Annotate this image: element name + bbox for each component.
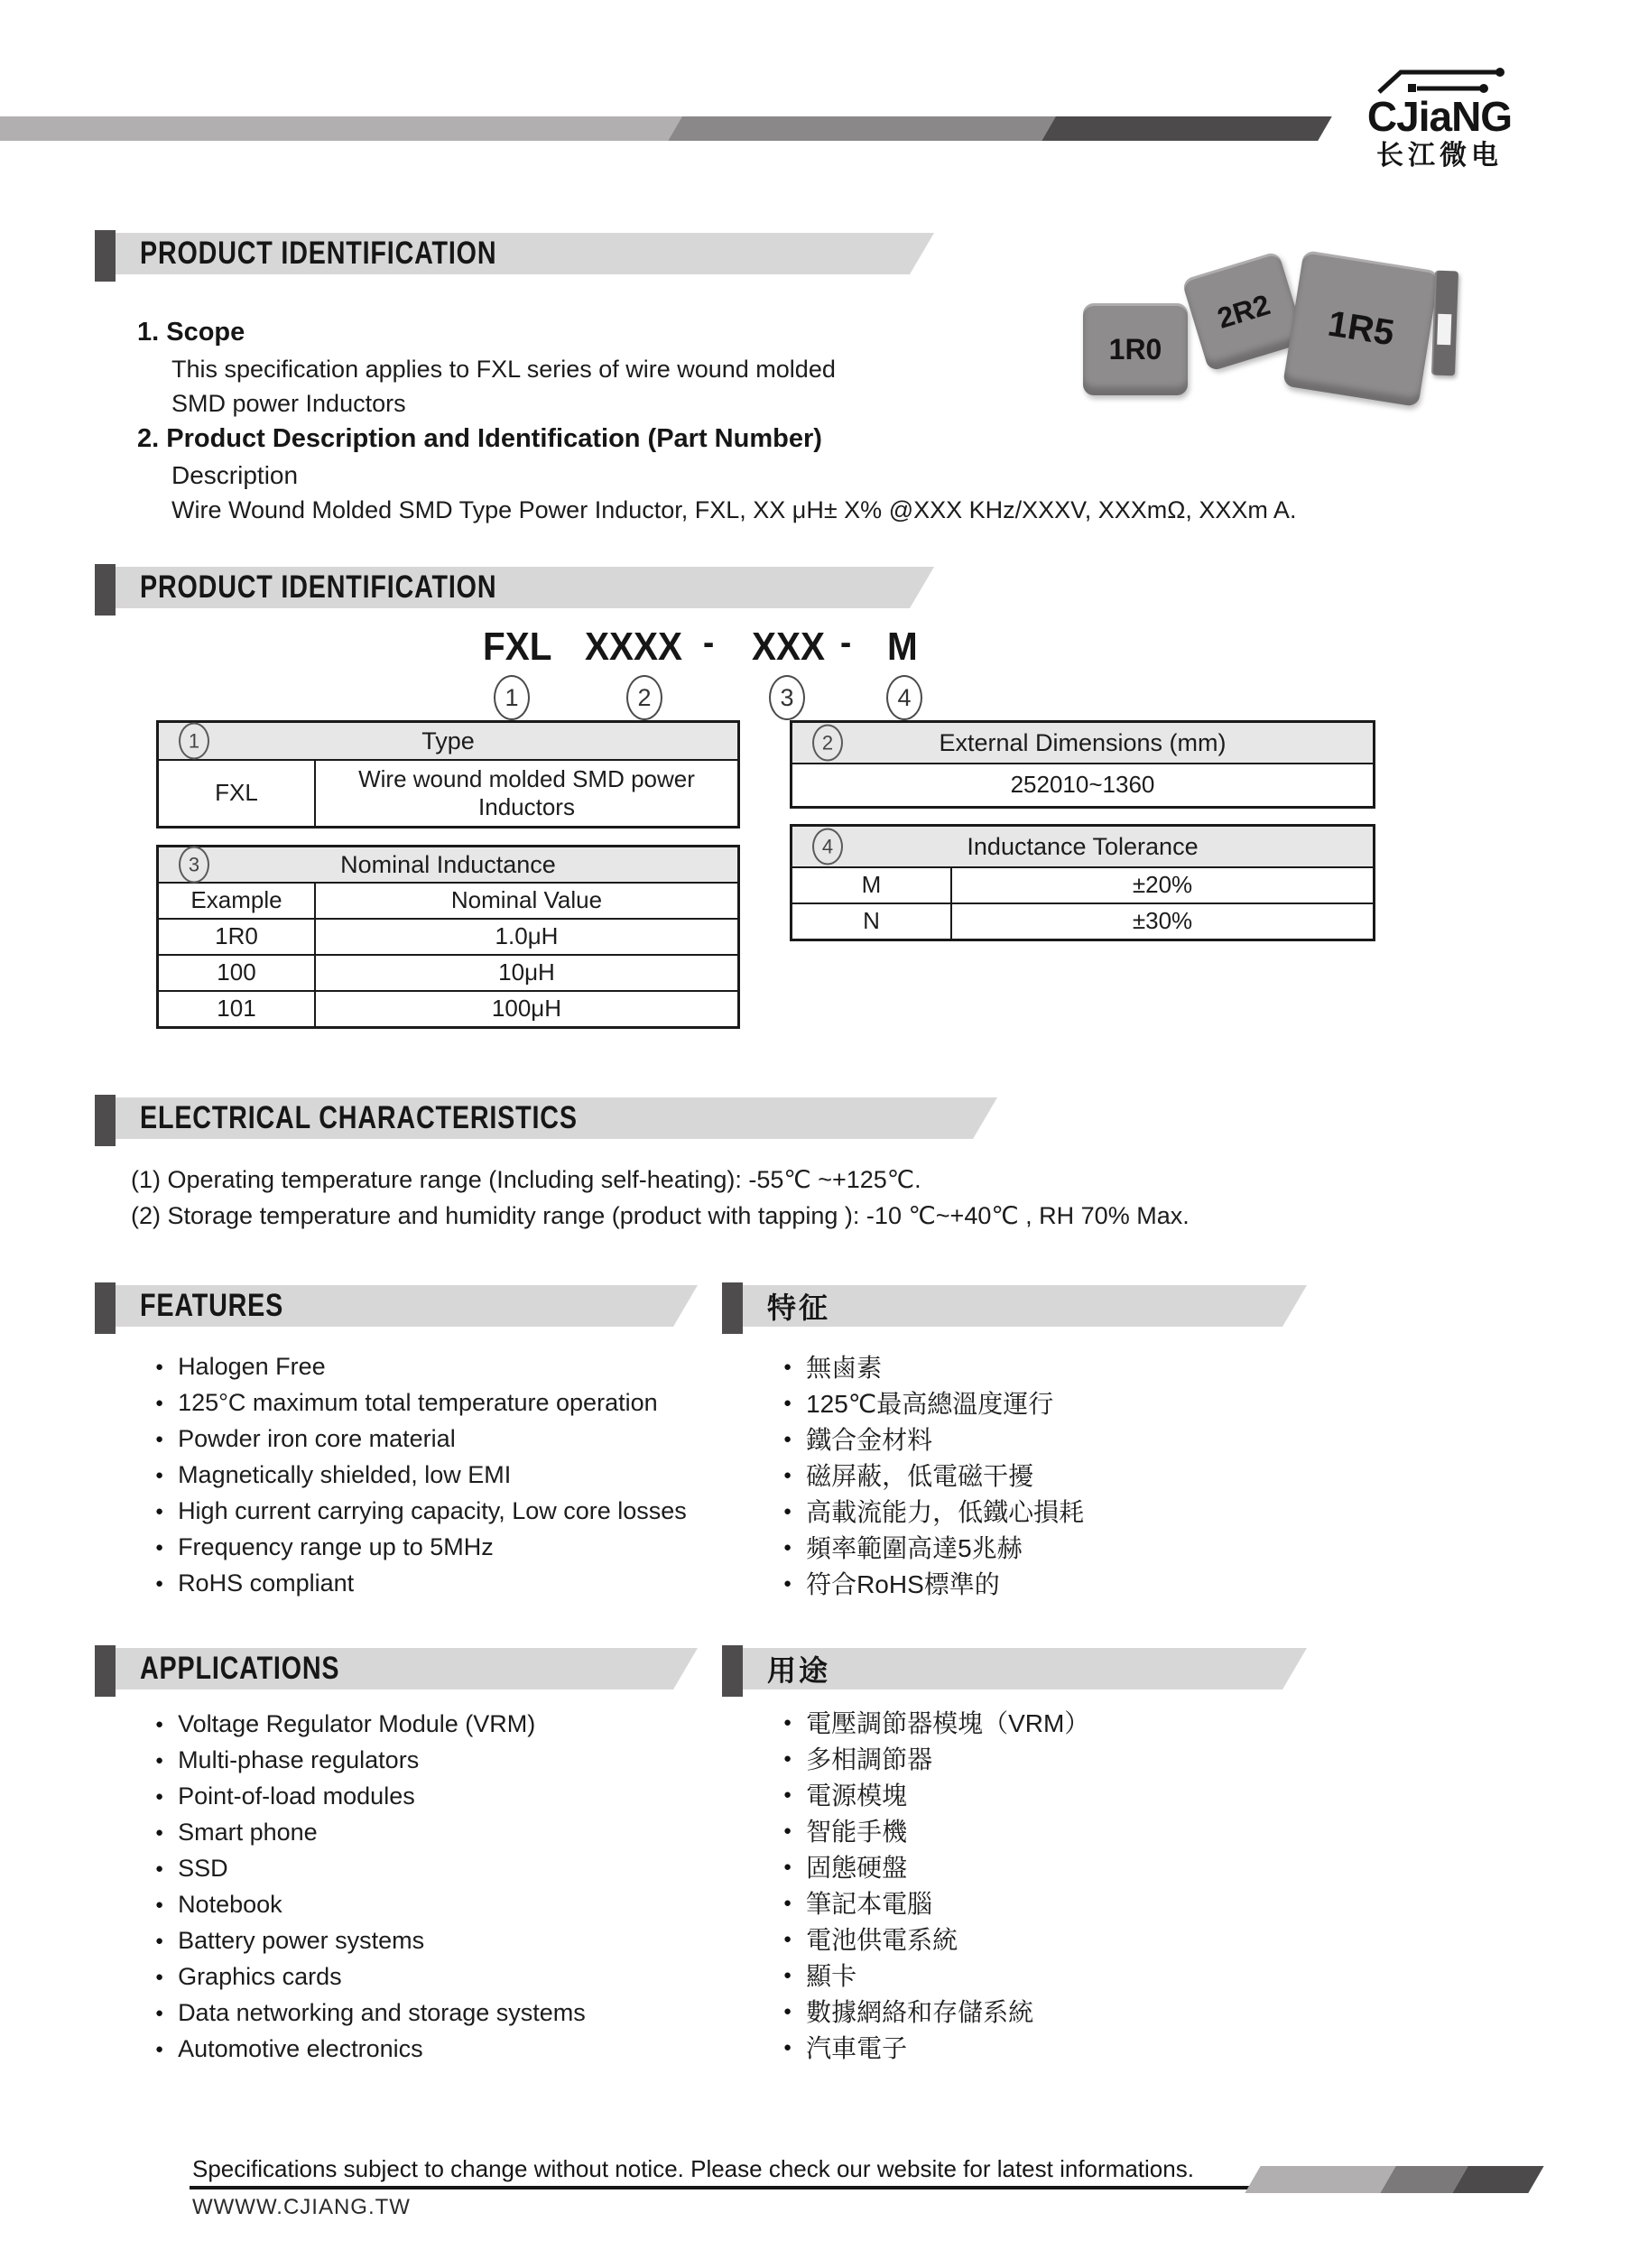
- bullet-icon: ●: [783, 1858, 792, 1875]
- section-title: 特征: [767, 1291, 831, 1324]
- list-item-label: RoHS compliant: [178, 1569, 355, 1597]
- table-cell: 101: [217, 995, 256, 1023]
- description-text: Wire Wound Molded SMD Type Power Inductor, FXL, XX μH± X% @XXX KHz/XXXV, XXXmΩ, XXXm A.: [171, 496, 1297, 523]
- bullet-icon: ●: [783, 1539, 792, 1555]
- band-segment-dark: [1042, 116, 1332, 141]
- bullet-icon: ●: [783, 1503, 792, 1519]
- list-item: [783, 1921, 1089, 1957]
- bullet-icon: ●: [155, 1430, 164, 1447]
- scope-line-1: This specification applies to FXL series of wire wound molded: [171, 356, 836, 383]
- scope-heading: 1. Scope: [137, 318, 245, 347]
- chip-label: 1R0: [1108, 332, 1162, 366]
- electrical-item-1: (1) Operating temperature range (Including self-heating): -55℃ ~+125℃.: [131, 1166, 921, 1193]
- bullet-icon: ●: [783, 1430, 792, 1447]
- bullet-icon: ●: [783, 1967, 792, 1983]
- bullet-icon: ●: [783, 1394, 792, 1411]
- band-segment-light: [0, 116, 682, 141]
- list-item: [783, 1348, 1084, 1384]
- inductor-chip-1R0: [1083, 303, 1188, 395]
- table-marker-icon: 1: [179, 723, 209, 760]
- bullet-icon: ●: [155, 1932, 164, 1949]
- list-item-label: Multi-phase regulators: [178, 1745, 420, 1773]
- list-item-label: Halogen Free: [178, 1352, 326, 1380]
- list-item-label: Frequency range up to 5MHz: [178, 1532, 494, 1560]
- list-item: [155, 2031, 586, 2067]
- list-item: [155, 1922, 586, 1958]
- table-marker-icon: 4: [812, 829, 843, 866]
- list-item-label: 125°C maximum total temperature operation: [178, 1388, 658, 1416]
- list-item-label: 鐵合金材料: [806, 1426, 933, 1454]
- bullet-icon: ●: [155, 2004, 164, 2021]
- list-item-label: 頻率範圍高達5兆赫: [806, 1534, 1023, 1562]
- table-header: Type: [421, 727, 475, 754]
- table-cell-value: [314, 761, 737, 826]
- features-list-en: [155, 1348, 687, 1601]
- table-header: Inductance Tolerance: [967, 832, 1199, 860]
- list-item: [783, 1848, 1089, 1884]
- features-list-zh: [783, 1348, 1084, 1601]
- section-banner-applications-zh: [722, 1648, 1307, 1689]
- section-title: PRODUCT IDENTIFICATION: [140, 569, 497, 605]
- part-number-inductance: XXX: [752, 625, 826, 669]
- list-item: [155, 1850, 586, 1886]
- list-item-label: 顯卡: [806, 1962, 857, 1990]
- list-item-label: Battery power systems: [178, 1926, 425, 1954]
- list-item-label: 多相調節器: [806, 1745, 933, 1773]
- tolerance-table: [790, 824, 1375, 941]
- table-cell: 1.0μH: [314, 920, 737, 954]
- marker-circle-3: 3: [769, 675, 805, 720]
- bullet-icon: ●: [783, 2039, 792, 2055]
- chip-label: 1R5: [1325, 303, 1397, 353]
- list-item: [155, 1995, 586, 2031]
- band-segment-dark: [1452, 2166, 1543, 2193]
- marker-circle-4: 4: [886, 675, 922, 720]
- bullet-icon: ●: [155, 1503, 164, 1519]
- part-number-separator: -: [703, 623, 715, 662]
- list-item: [783, 1565, 1084, 1601]
- list-item: [783, 1384, 1084, 1421]
- part-number-tolerance: M: [887, 625, 918, 669]
- bullet-icon: ●: [155, 1716, 164, 1732]
- bullet-icon: ●: [783, 1467, 792, 1483]
- section-banner-product-identification-1: [95, 233, 934, 274]
- inductor-chip-side-view: [1431, 271, 1458, 376]
- table-marker-icon: 2: [812, 725, 843, 762]
- list-item: [783, 2029, 1089, 2065]
- inductor-chip-1R5: [1282, 250, 1440, 407]
- list-item-label: Data networking and storage systems: [178, 1998, 586, 2026]
- section-title: PRODUCT IDENTIFICATION: [140, 236, 497, 271]
- list-item: [783, 1812, 1089, 1848]
- footer-rule: [190, 2186, 1251, 2189]
- section-title: APPLICATIONS: [140, 1651, 340, 1686]
- list-item-label: 固態硬盤: [806, 1854, 908, 1882]
- bullet-icon: ●: [783, 1714, 792, 1730]
- list-item: [155, 1706, 586, 1742]
- banner-accent-bar: [95, 1282, 116, 1334]
- list-item-label: Notebook: [178, 1890, 282, 1918]
- section-title: ELECTRICAL CHARACTERISTICS: [140, 1100, 578, 1135]
- bullet-icon: ●: [783, 1786, 792, 1802]
- list-item-label: 汽車電子: [806, 2034, 908, 2062]
- bullet-icon: ●: [155, 1896, 164, 1912]
- section-banner-electrical: [95, 1097, 997, 1139]
- table-cell-value: 252010~1360: [1010, 771, 1155, 799]
- list-item: [155, 1493, 687, 1529]
- type-value-line2: Inductors: [478, 793, 575, 820]
- bullet-icon: ●: [783, 1894, 792, 1911]
- list-item: [155, 1421, 687, 1457]
- table-cell: 100: [217, 958, 256, 986]
- list-item-label: Magnetically shielded, low EMI: [178, 1460, 512, 1488]
- applications-list-en: [155, 1706, 586, 2067]
- table-cell: 10μH: [314, 956, 737, 990]
- footer-divider-band: [1253, 2166, 1542, 2193]
- list-item: [783, 1957, 1089, 1993]
- banner-accent-bar: [95, 1645, 116, 1697]
- table-cell-code: FXL: [215, 779, 258, 807]
- bullet-icon: ●: [155, 2041, 164, 2057]
- brand-name: CJiaNG: [1366, 93, 1513, 140]
- banner-accent-bar: [95, 1095, 116, 1146]
- table-cell-value: ±20%: [950, 868, 1373, 903]
- applications-list-zh: [783, 1704, 1089, 2065]
- list-item: [155, 1958, 586, 1995]
- bullet-icon: ●: [783, 1822, 792, 1838]
- banner-accent-bar: [722, 1645, 743, 1697]
- bullet-icon: ●: [155, 1467, 164, 1483]
- bullet-icon: ●: [783, 2003, 792, 2019]
- table-header: External Dimensions (mm): [939, 728, 1227, 756]
- bullet-icon: ●: [155, 1575, 164, 1591]
- inductance-table: [156, 845, 740, 1029]
- banner-accent-bar: [95, 230, 116, 282]
- section-title: 用途: [767, 1654, 831, 1687]
- table-cell: 100μH: [314, 992, 737, 1026]
- list-item: [783, 1457, 1084, 1493]
- brand-chinese-name: 长江微电: [1376, 141, 1503, 171]
- chip-terminal: [1437, 314, 1451, 346]
- bullet-icon: ●: [155, 1394, 164, 1411]
- banner-accent-bar: [95, 564, 116, 616]
- list-item: [783, 1421, 1084, 1457]
- bullet-icon: ●: [155, 1539, 164, 1555]
- list-item: [783, 1776, 1089, 1812]
- list-item-label: Powder iron core material: [178, 1424, 456, 1452]
- marker-circle-2: 2: [626, 675, 662, 720]
- section-banner-features-zh: [722, 1285, 1307, 1327]
- list-item: [155, 1886, 586, 1922]
- list-item-label: 電池供電系統: [806, 1926, 958, 1954]
- table-cell-value: ±30%: [950, 904, 1373, 939]
- product-photo: [1065, 244, 1489, 433]
- list-item-label: Point-of-load modules: [178, 1782, 415, 1810]
- description-heading: 2. Product Description and Identification (Part Number): [137, 424, 822, 453]
- table-cell-code: M: [861, 871, 882, 899]
- section-banner-applications: [95, 1648, 698, 1689]
- list-item-label: Automotive electronics: [178, 2034, 423, 2062]
- company-logo: [1336, 65, 1543, 170]
- list-item: [155, 1565, 687, 1601]
- table-marker-icon: 3: [179, 847, 209, 884]
- table-cell: Example: [190, 886, 282, 914]
- list-item: [783, 1493, 1084, 1529]
- banner-accent-bar: [722, 1282, 743, 1334]
- list-item-label: 125℃最高總溫度運行: [806, 1390, 1054, 1418]
- section-banner-product-identification-2: [95, 567, 934, 608]
- scope-line-2: SMD power Inductors: [171, 390, 406, 417]
- list-item-label: 無鹵素: [806, 1354, 883, 1382]
- list-item-label: Graphics cards: [178, 1962, 342, 1990]
- list-item-label: 筆記本電腦: [806, 1890, 933, 1918]
- list-item-label: 高載流能力，低鐵心損耗: [806, 1498, 1085, 1526]
- type-value-line1: Wire wound molded SMD power: [358, 764, 695, 792]
- bullet-icon: ●: [155, 1788, 164, 1804]
- bullet-icon: ●: [783, 1575, 792, 1591]
- part-number-prefix: FXL: [483, 625, 552, 669]
- list-item: [155, 1814, 586, 1850]
- list-item: [783, 1884, 1089, 1921]
- bullet-icon: ●: [155, 1824, 164, 1840]
- circuit-trace-icon: [1354, 65, 1525, 96]
- list-item-label: 智能手機: [806, 1818, 908, 1846]
- list-item: [155, 1457, 687, 1493]
- bullet-icon: ●: [155, 1752, 164, 1768]
- marker-circle-1: 1: [494, 675, 530, 720]
- list-item: [155, 1348, 687, 1384]
- footer-disclaimer: Specifications subject to change without notice. Please check our website for latest informations.: [192, 2155, 1194, 2182]
- bullet-icon: ●: [783, 1358, 792, 1375]
- list-item: [783, 1529, 1084, 1565]
- list-item-label: 數據網絡和存儲系統: [806, 1998, 1034, 2026]
- bullet-icon: ●: [783, 1750, 792, 1766]
- list-item-label: Smart phone: [178, 1818, 318, 1846]
- band-segment-light: [1245, 2166, 1395, 2193]
- list-item-label: 磁屏蔽，低電磁干擾: [806, 1462, 1034, 1490]
- description-subheading: Description: [171, 461, 299, 489]
- bullet-icon: ●: [155, 1860, 164, 1876]
- list-item: [155, 1384, 687, 1421]
- list-item-label: High current carrying capacity, Low core losses: [178, 1496, 687, 1524]
- table-cell: 1R0: [215, 922, 258, 950]
- table-cell-code: N: [863, 907, 880, 935]
- part-number-dimensions: XXXX: [585, 625, 682, 669]
- part-number-separator: -: [840, 623, 852, 662]
- top-divider-band: [0, 116, 1336, 141]
- section-banner-features: [95, 1285, 698, 1327]
- dimensions-table: [790, 720, 1375, 809]
- list-item-label: 符合RoHS標準的: [806, 1570, 1000, 1598]
- band-segment-medium: [668, 116, 1056, 141]
- bullet-icon: ●: [783, 1930, 792, 1947]
- bullet-icon: ●: [155, 1968, 164, 1985]
- list-item-label: 電壓調節器模塊（VRM）: [806, 1709, 1090, 1737]
- table-header: Nominal Inductance: [340, 850, 556, 878]
- list-item: [783, 1993, 1089, 2029]
- table-cell: Nominal Value: [314, 884, 737, 918]
- electrical-item-2: (2) Storage temperature and humidity range (product with tapping ): -10 ℃~+40℃ , RH 70% Max.: [131, 1202, 1190, 1229]
- chip-label: 2R2: [1213, 287, 1274, 335]
- list-item: [155, 1742, 586, 1778]
- list-item-label: SSD: [178, 1854, 228, 1882]
- list-item: [783, 1740, 1089, 1776]
- type-table: [156, 720, 740, 829]
- footer-website-link[interactable]: WWWW.CJIANG.TW: [192, 2195, 411, 2219]
- section-title: FEATURES: [140, 1288, 284, 1323]
- list-item-label: 電源模塊: [806, 1782, 908, 1810]
- list-item: [155, 1778, 586, 1814]
- list-item-label: Voltage Regulator Module (VRM): [178, 1709, 536, 1737]
- list-item: [155, 1529, 687, 1565]
- list-item: [783, 1704, 1089, 1740]
- bullet-icon: ●: [155, 1358, 164, 1375]
